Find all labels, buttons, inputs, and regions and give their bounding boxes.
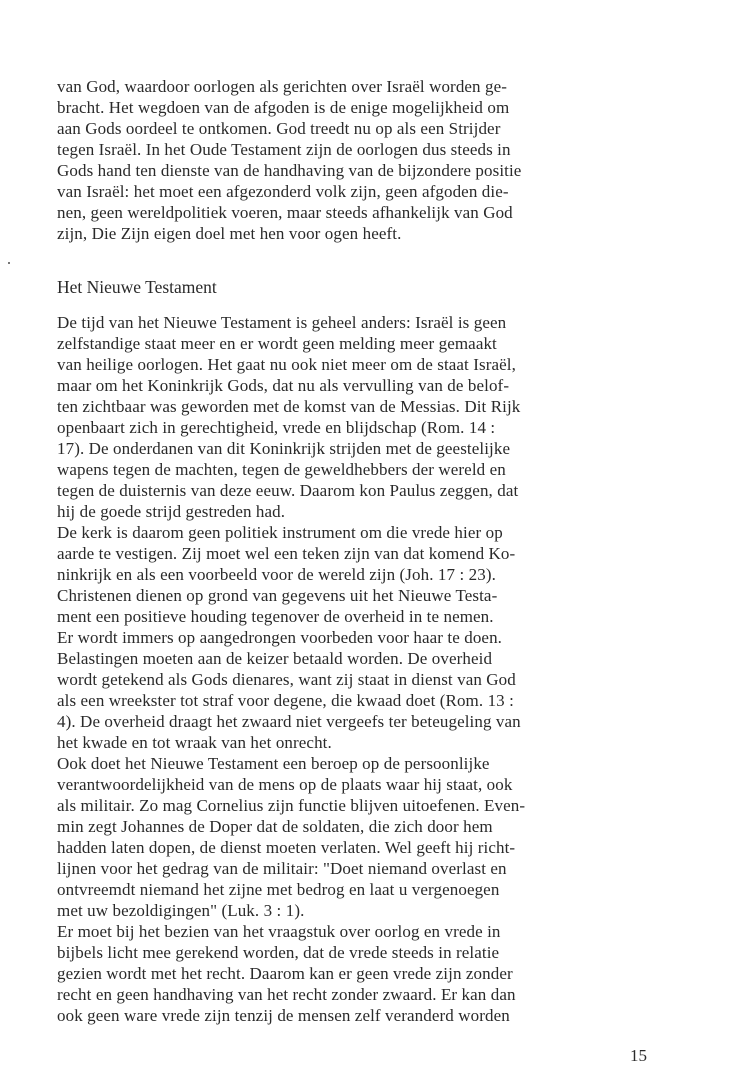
- text-line: lijnen voor het gedrag van de militair: "Doet niemand overlast en: [57, 859, 507, 878]
- text-line: het kwade en tot wraak van het onrecht.: [57, 733, 332, 752]
- text-line: min zegt Johannes de Doper dat de soldaten, die zich door hem: [57, 817, 493, 836]
- text-line: gezien wordt met het recht. Daarom kan er geen vrede zijn zonder: [57, 964, 513, 983]
- text-line: openbaart zich in gerechtigheid, vrede en blijdschap (Rom. 14 :: [57, 418, 496, 437]
- text-line: ninkrijk en als een voorbeeld voor de wereld zijn (Joh. 17 : 23).: [57, 565, 496, 584]
- text-line: met uw bezoldigingen" (Luk. 3 : 1).: [57, 901, 305, 920]
- text-line: tegen de duisternis van deze eeuw. Daarom kon Paulus zeggen, dat: [57, 481, 519, 500]
- text-line: nen, geen wereldpolitiek voeren, maar steeds afhankelijk van God: [57, 203, 513, 222]
- text-line: Er moet bij het bezien van het vraagstuk over oorlog en vrede in: [57, 922, 501, 941]
- text-line: zelfstandige staat meer en er wordt geen melding meer gemaakt: [57, 334, 497, 353]
- text-line: ontvreemdt niemand het zijne met bedrog en laat u vergenoegen: [57, 880, 500, 899]
- text-line: ment een positieve houding tegenover de overheid in te nemen.: [57, 607, 494, 626]
- text-line: hij de goede strijd gestreden had.: [57, 502, 286, 521]
- text-line: ook geen ware vrede zijn tenzij de mensen zelf veranderd worden: [57, 1006, 510, 1025]
- text-line: aarde te vestigen. Zij moet wel een teken zijn van dat komend Ko-: [57, 544, 516, 563]
- text-line: als een wreekster tot straf voor degene, die kwaad doet (Rom. 13 :: [57, 691, 514, 710]
- text-line: zijn, Die Zijn eigen doel met hen voor ogen heeft.: [57, 224, 402, 243]
- text-line: wapens tegen de machten, tegen de geweldhebbers der wereld en: [57, 460, 506, 479]
- text-line: tegen Israël. In het Oude Testament zijn de oorlogen dus steeds in: [57, 140, 511, 159]
- text-line: 17). De onderdanen van dit Koninkrijk strijden met de geestelijke: [57, 439, 511, 458]
- text-line: van Israël: het moet een afgezonderd volk zijn, geen afgoden die-: [57, 182, 509, 201]
- text-line: recht en geen handhaving van het recht zonder zwaard. Er kan dan: [57, 985, 516, 1004]
- text-line: bracht. Het wegdoen van de afgoden is de enige mogelijkheid om: [57, 98, 510, 117]
- text-line: 4). De overheid draagt het zwaard niet vergeefs ter beteugeling van: [57, 712, 521, 731]
- text-line: bijbels licht mee gerekend worden, dat de vrede steeds in relatie: [57, 943, 500, 962]
- text-line: Ook doet het Nieuwe Testament een beroep op de persoonlijke: [57, 754, 490, 773]
- page-number: 15: [630, 1046, 647, 1065]
- margin-mark: [8, 262, 10, 264]
- text-line: als militair. Zo mag Cornelius zijn functie blijven uitoefenen. Even-: [57, 796, 526, 815]
- text-line: Er wordt immers op aangedrongen voorbeden voor haar te doen.: [57, 628, 503, 647]
- text-line: van God, waardoor oorlogen als gerichten over Israël worden ge-: [57, 77, 508, 96]
- text-line: aan Gods oordeel te ontkomen. God treedt nu op als een Strijder: [57, 119, 501, 138]
- text-line: De tijd van het Nieuwe Testament is geheel anders: Israël is geen: [57, 313, 507, 332]
- text-line: verantwoordelijkheid van de mens op de plaats waar hij staat, ook: [57, 775, 513, 794]
- text-line: De kerk is daarom geen politiek instrument om die vrede hier op: [57, 523, 503, 542]
- text-line: van heilige oorlogen. Het gaat nu ook niet meer om de staat Israël,: [57, 355, 516, 374]
- section-heading: Het Nieuwe Testament: [57, 277, 217, 297]
- text-line: hadden laten dopen, de dienst moeten verlaten. Wel geeft hij richt-: [57, 838, 516, 857]
- text-line: maar om het Koninkrijk Gods, dat nu als vervulling van de belof-: [57, 376, 510, 395]
- text-line: Belastingen moeten aan de keizer betaald worden. De overheid: [57, 649, 493, 668]
- text-line: wordt getekend als Gods dienares, want zij staat in dienst van God: [57, 670, 516, 689]
- text-line: Christenen dienen op grond van gegevens uit het Nieuwe Testa-: [57, 586, 498, 605]
- text-line: Gods hand ten dienste van de handhaving van de bijzondere positie: [57, 161, 522, 180]
- text-line: ten zichtbaar was geworden met de komst van de Messias. Dit Rijk: [57, 397, 521, 416]
